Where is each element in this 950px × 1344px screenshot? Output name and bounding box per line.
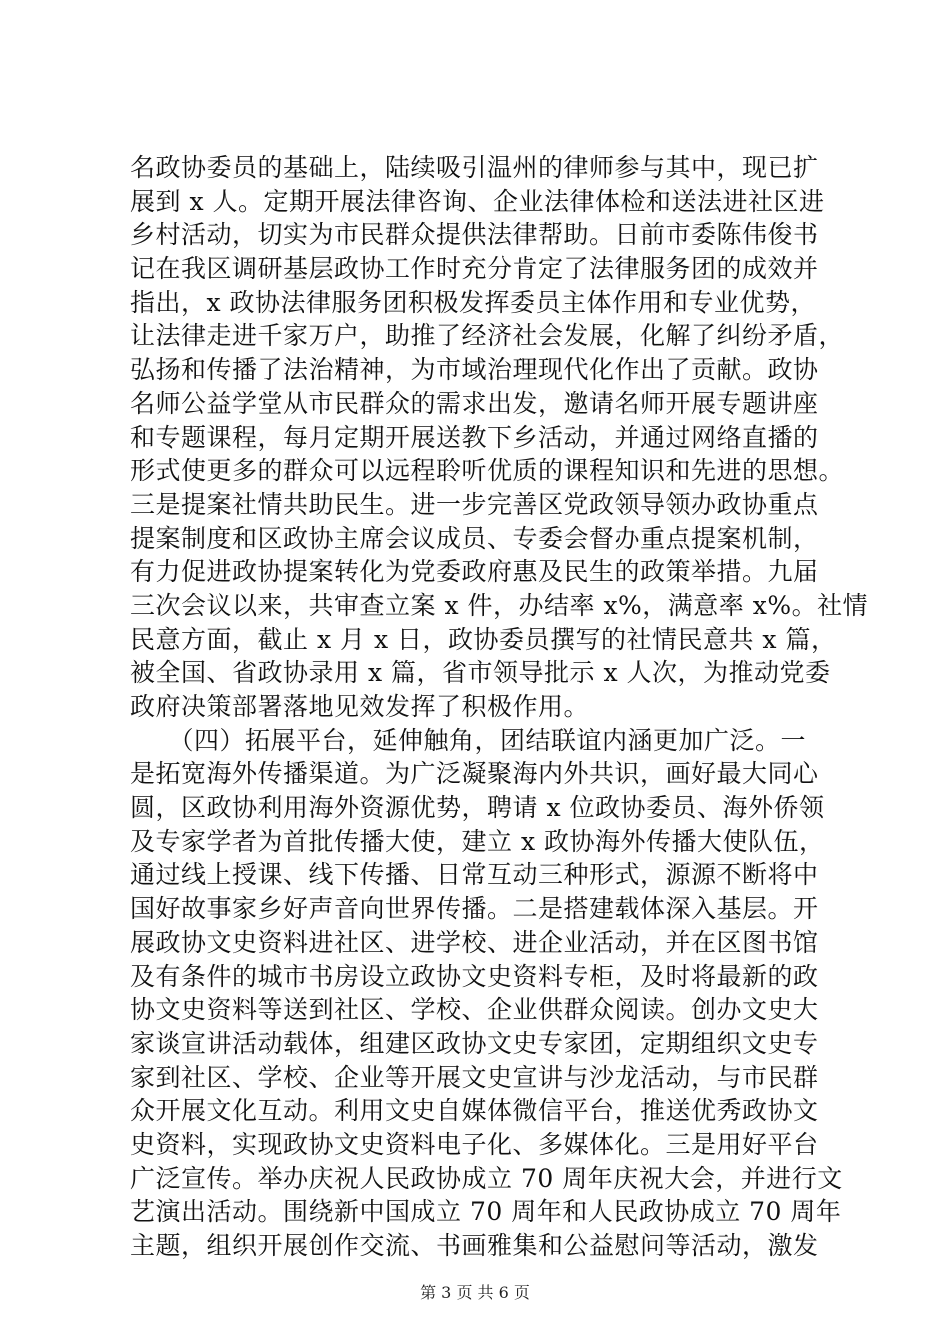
text-line: 广泛宣传。举办庆祝人民政协成立 70 周年庆祝大会，并进行文 bbox=[130, 1163, 843, 1193]
text-line: 家到社区、学校、企业等开展文史宣讲与沙龙活动，与市民群 bbox=[130, 1062, 819, 1092]
text-line: 艺演出活动。围绕新中国成立 70 周年和人民政协成立 70 周年 bbox=[130, 1197, 842, 1227]
text-line: 协文史资料等送到社区、学校、企业供群众阅读。创办文史大 bbox=[130, 995, 819, 1025]
text-line: 及有条件的城市书房设立政协文史资料专柜，及时将最新的政 bbox=[130, 961, 819, 991]
text-line: 三次会议以来，共审查立案 x 件，办结率 x%，满意率 x%。社情 bbox=[130, 590, 869, 620]
text-line: 史资料，实现政协文史资料电子化、多媒体化。三是用好平台 bbox=[130, 1129, 819, 1159]
text-line: 形式使更多的群众可以远程聆听优质的课程知识和先进的思想。 bbox=[130, 456, 845, 486]
text-line: 和专题课程，每月定期开展送教下乡活动，并通过网络直播的 bbox=[130, 422, 819, 452]
text-line: 乡村活动，切实为市民群众提供法律帮助。日前市委陈伟俊书 bbox=[130, 220, 819, 250]
text-line: 三是提案社情共助民生。进一步完善区党政领导领办政协重点 bbox=[130, 489, 819, 519]
text-line: 记在我区调研基层政协工作时充分肯定了法律服务团的成效并 bbox=[130, 254, 819, 284]
text-line: 有力促进政协提案转化为党委政府惠及民生的政策举措。九届 bbox=[130, 557, 819, 587]
text-line: （四）拓展平台，延伸触角，团结联谊内涵更加广泛。一 bbox=[130, 725, 807, 755]
body-text bbox=[130, 151, 869, 1263]
text-line: 政府决策部署落地见效发挥了积极作用。 bbox=[130, 692, 590, 721]
text-line: 展政协文史资料进社区、进学校、进企业活动，并在区图书馆 bbox=[130, 927, 819, 957]
text-line: 众开展文化互动。利用文史自媒体微信平台，推送优秀政协文 bbox=[130, 1096, 819, 1126]
text-line: 是拓宽海外传播渠道。为广泛凝聚海内外共识，画好最大同心 bbox=[130, 759, 819, 789]
text-line: 主题，组织开展创作交流、书画雅集和公益慰问等活动，激发 bbox=[130, 1231, 819, 1260]
text-line: 名师公益学堂从市民群众的需求出发，邀请名师开展专题讲座 bbox=[130, 388, 819, 418]
text-line: 指出，x 政协法律服务团积极发挥委员主体作用和专业优势， bbox=[130, 287, 817, 317]
text-line: 展到 x 人。定期开展法律咨询、企业法律体检和送法进社区进 bbox=[130, 186, 825, 216]
text-line: 让法律走进千家万户，助推了经济社会发展，化解了纠纷矛盾， bbox=[130, 321, 845, 351]
text-line: 被全国、省政协录用 x 篇，省市领导批示 x 人次，为推动党委 bbox=[130, 658, 831, 688]
text-line: 通过线上授课、线下传播、日常互动三种形式，源源不断将中 bbox=[130, 860, 819, 890]
text-line: 国好故事家乡好声音向世界传播。二是搭建载体深入基层。开 bbox=[130, 894, 819, 924]
text-line: 提案制度和区政协主席会议成员、专委会督办重点提案机制， bbox=[130, 523, 819, 553]
page-footer: 第 3 页 共 6 页 bbox=[420, 1283, 530, 1302]
text-line: 圆，区政协利用海外资源优势，聘请 x 位政协委员、海外侨领 bbox=[130, 793, 825, 823]
text-line: 民意方面，截止 x 月 x 日，政协委员撰写的社情民意共 x 篇， bbox=[130, 624, 837, 654]
text-line: 弘扬和传播了法治精神，为市域治理现代化作出了贡献。政协 bbox=[130, 355, 819, 385]
text-line: 及专家学者为首批传播大使，建立 x 政协海外传播大使队伍， bbox=[130, 826, 825, 856]
text-line: 家谈宣讲活动载体，组建区政协文史专家团，定期组织文史专 bbox=[130, 1028, 819, 1058]
text-line: 名政协委员的基础上，陆续吸引温州的律师参与其中，现已扩 bbox=[130, 153, 819, 182]
